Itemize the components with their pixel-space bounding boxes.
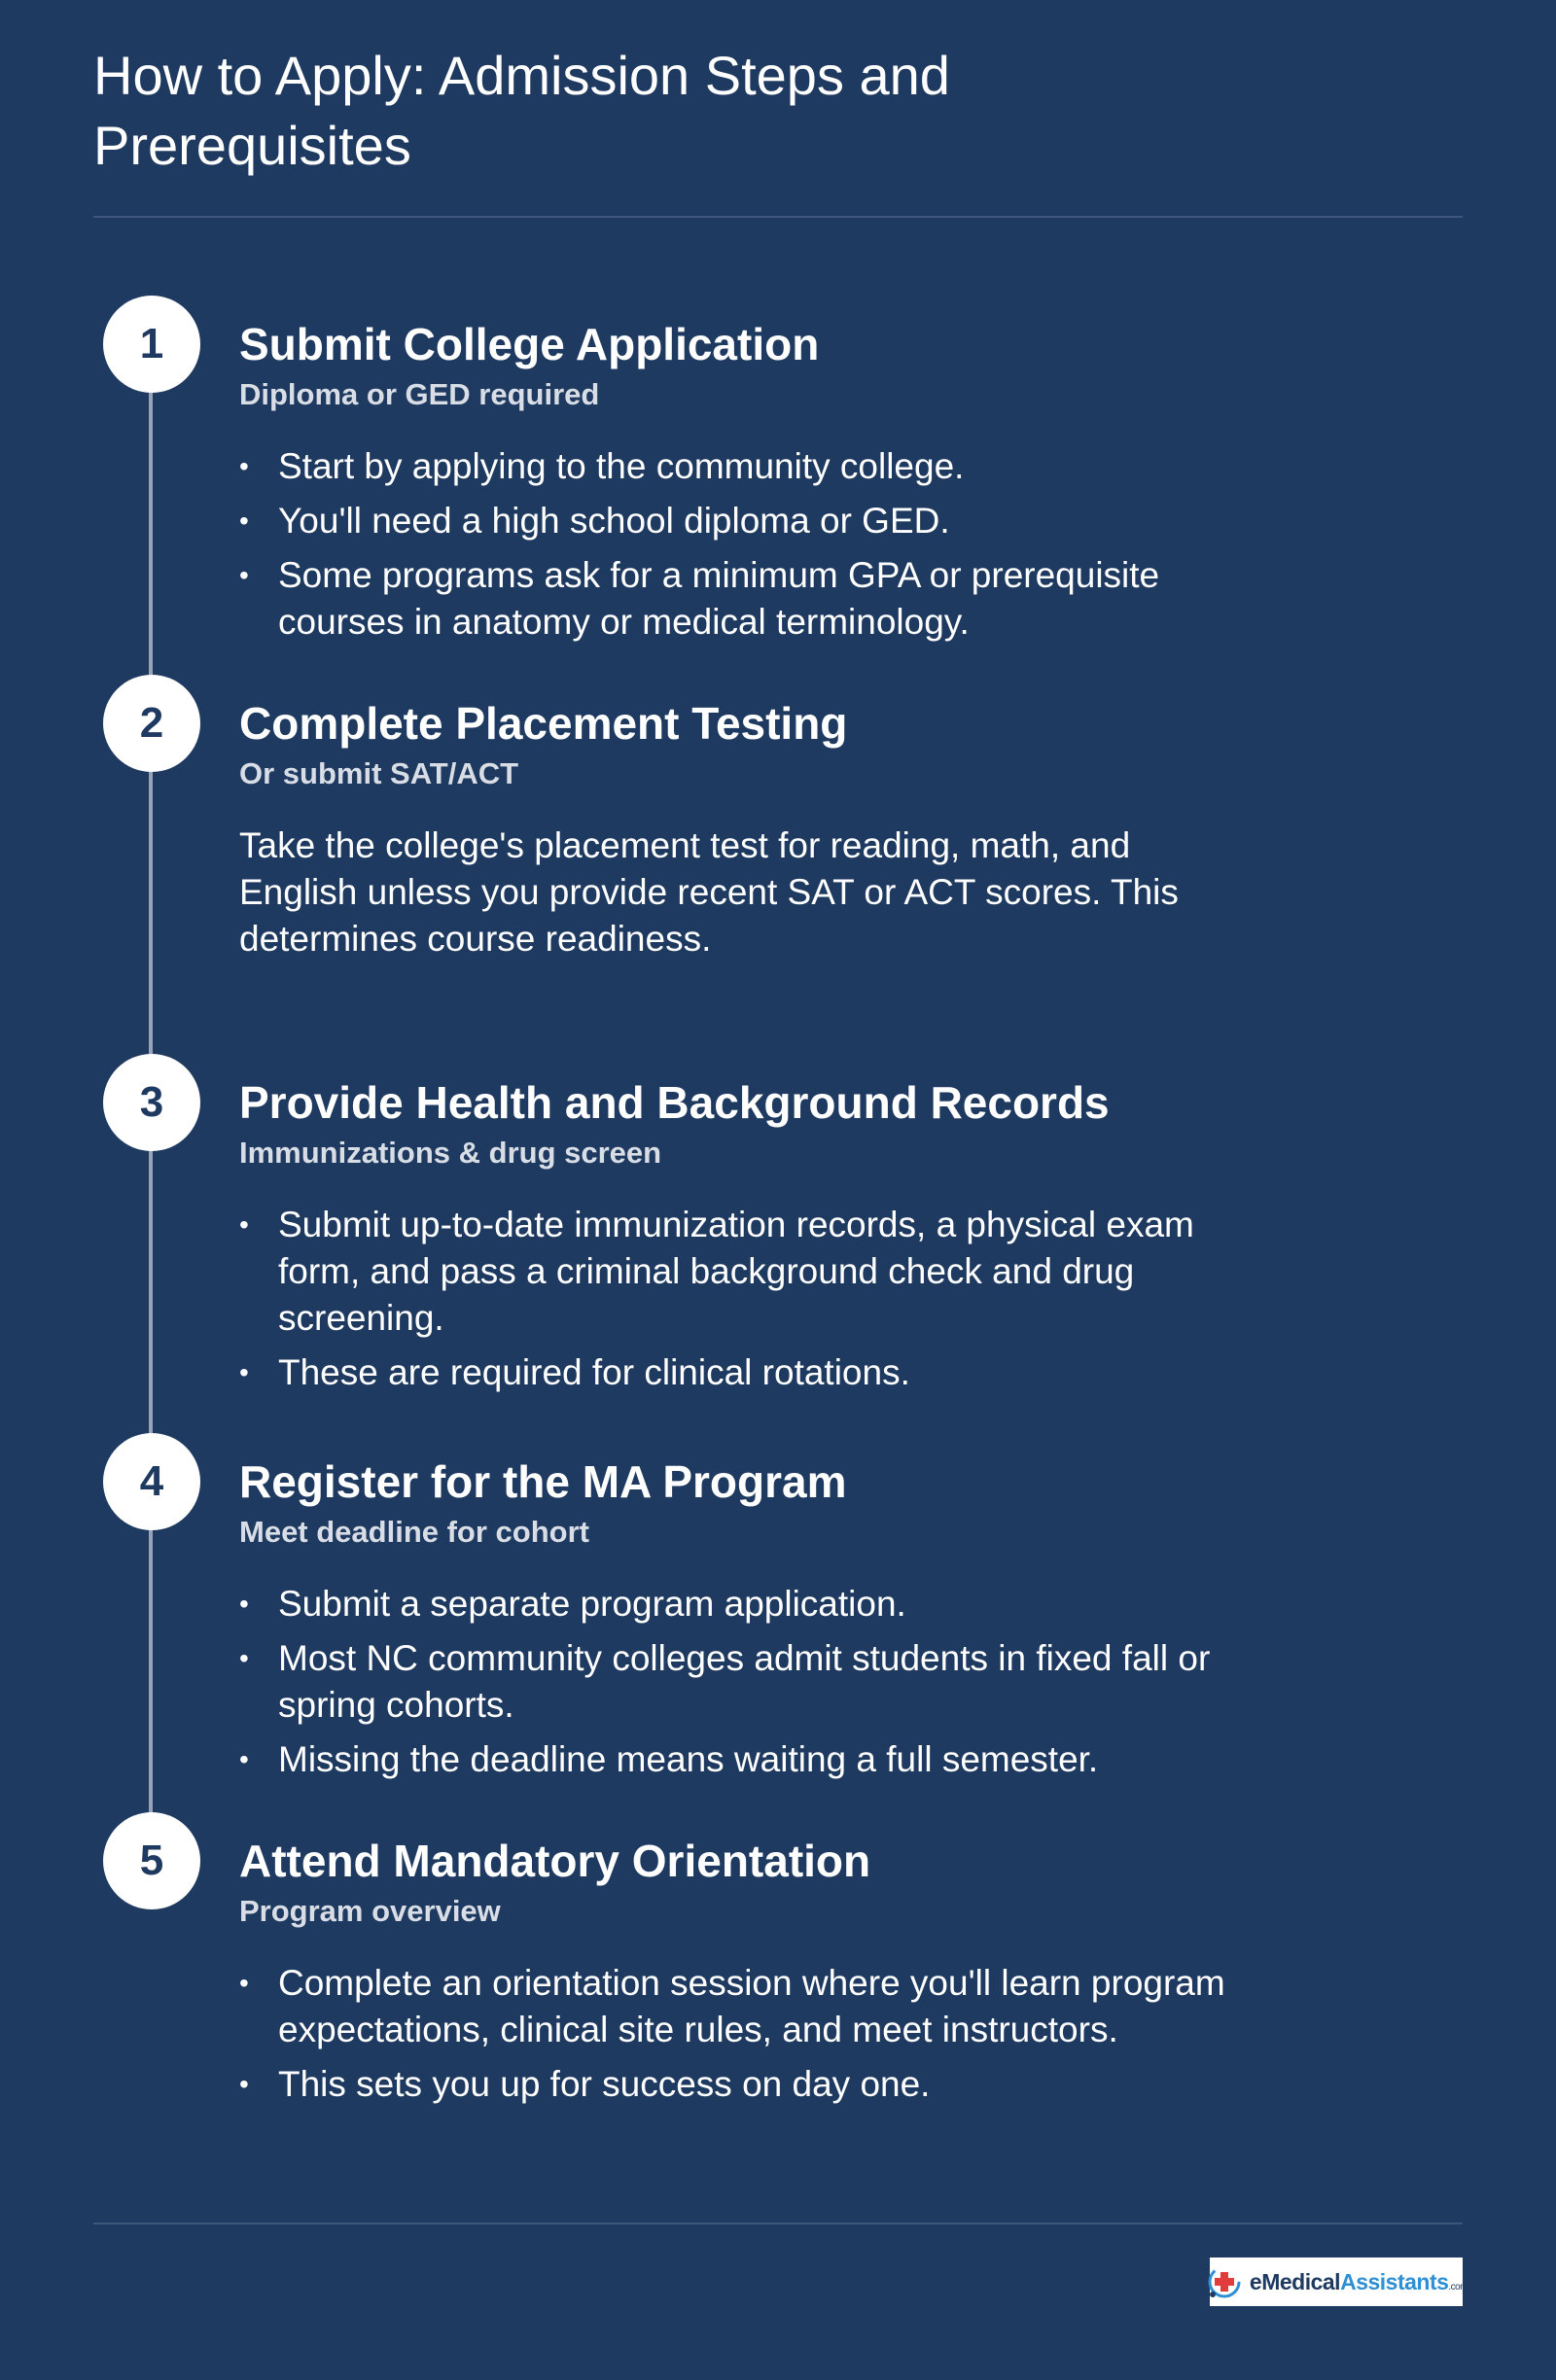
step-4-number: 4: [103, 1433, 200, 1530]
step-5-list: [239, 1960, 1231, 2108]
step-1-list: [239, 443, 1231, 646]
emedicalassistants-logo[interactable]: [1210, 2258, 1468, 2306]
step-1-subtitle: Diploma or GED required: [239, 377, 600, 411]
step-3-number: 3: [103, 1054, 200, 1151]
list-item: • Complete an orientation session where you'll learn program expectations, clinical site rules, and meet instructors.: [239, 1960, 1231, 2053]
step-4-content: [239, 1456, 1231, 1791]
step-5-heading: Attend Mandatory Orientation: [239, 1836, 871, 1886]
list-item: • Submit a separate program application.: [239, 1581, 1231, 1628]
list-item: • You'll need a high school diploma or GED.: [239, 498, 1231, 544]
list-item: • Start by applying to the community college.: [239, 443, 1231, 490]
bottom-divider: [93, 2222, 1463, 2224]
step-1-heading: Submit College Application: [239, 319, 820, 369]
step-2-content: [239, 698, 1231, 962]
list-item: • Some programs ask for a minimum GPA or prerequisite courses in anatomy or medical terminology.: [239, 552, 1231, 646]
top-divider: [93, 216, 1463, 218]
step-3-subtitle: Immunizations & drug screen: [239, 1136, 662, 1170]
step-5-number: 5: [103, 1812, 200, 1909]
step-2-heading: Complete Placement Testing: [239, 698, 848, 749]
step-2-subtitle: Or submit SAT/ACT: [239, 756, 519, 790]
step-1-content: [239, 319, 1231, 653]
logo-text: eMedicalAssistants.com: [1249, 2268, 1468, 2294]
step-4-subtitle: Meet deadline for cohort: [239, 1515, 589, 1549]
step-3-heading: Provide Health and Background Records: [239, 1077, 1110, 1128]
list-item: • These are required for clinical rotations.: [239, 1349, 1231, 1396]
step-4-heading: Register for the MA Program: [239, 1456, 847, 1507]
list-item: • Most NC community colleges admit students in fixed fall or spring cohorts.: [239, 1635, 1231, 1729]
page-title: How to Apply: Admission Steps and Prerequisites: [93, 45, 950, 176]
list-item: • Missing the deadline means waiting a full semester.: [239, 1736, 1231, 1783]
step-4-list: [239, 1581, 1231, 1783]
step-5-subtitle: Program overview: [239, 1894, 501, 1928]
step-5-content: [239, 1836, 1231, 2116]
step-3-list: [239, 1202, 1231, 1396]
list-item: • Submit up-to-date immunization records, a physical exam form, and pass a criminal background check and drug screening.: [239, 1202, 1231, 1342]
medical-cross-logo-icon: [1205, 2262, 1244, 2301]
step-2-number: 2: [103, 675, 200, 772]
step-1-number: 1: [103, 296, 200, 393]
step-2-paragraph: Take the college's placement test for reading, math, and English unless you provide recent SAT or ACT scores. This determines course readiness.: [239, 825, 1179, 959]
list-item: • This sets you up for success on day one.: [239, 2061, 1231, 2108]
step-3-content: [239, 1077, 1231, 1404]
